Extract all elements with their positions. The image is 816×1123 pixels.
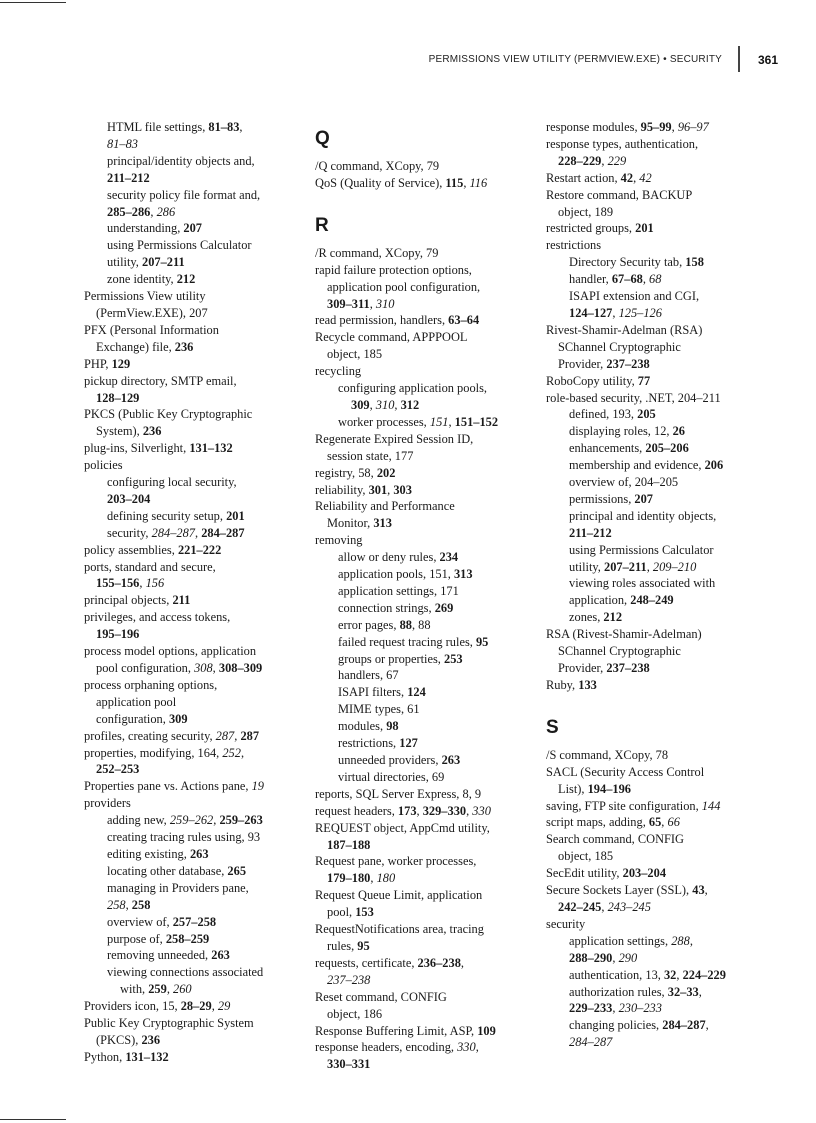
- index-entry: REQUEST object, AppCmd utility,: [315, 820, 490, 835]
- index-entry: properties, modifying, 164, 252,: [84, 745, 245, 760]
- index-subentry: 195–196: [96, 627, 140, 642]
- index-entry: Python, 131–132: [84, 1049, 169, 1064]
- index-entry: /Q command, XCopy, 79: [315, 159, 440, 173]
- index-subentry: session state, 177: [327, 448, 414, 463]
- index-entry: Permissions View utility: [84, 289, 206, 304]
- index-entry: plug-ins, Silverlight, 131–132: [84, 441, 233, 456]
- index-subentry: enhancements, 205–206: [569, 441, 689, 456]
- index-subentry: overview of, 204–205: [569, 475, 679, 490]
- page-number: 361: [758, 53, 779, 67]
- index-entry: Properties pane vs. Actions pane, 19: [84, 779, 264, 794]
- index-entry: Restore command, BACKUP: [546, 187, 693, 202]
- index-column-3: [546, 119, 772, 1051]
- index-entry: process orphaning options,: [84, 677, 218, 692]
- index-subentry: handler, 67–68, 68: [569, 272, 662, 287]
- index-entry: PKCS (Public Key Cryptographic: [84, 407, 253, 422]
- index-subentry: viewing roles associated with: [569, 576, 716, 591]
- index-entry: profiles, creating security, 287, 287: [84, 728, 260, 743]
- index-entry: PFX (Personal Information: [84, 322, 219, 337]
- index-subentry: application settings, 288,: [569, 933, 693, 948]
- index-subentry: zone identity, 212: [107, 272, 196, 287]
- index-subentry: editing existing, 263: [107, 846, 209, 861]
- index-subentry: adding new, 259–262, 259–263: [107, 813, 263, 828]
- index-subentry: application pool configuration,: [327, 279, 481, 294]
- index-subentry: virtual directories, 69: [338, 769, 445, 784]
- index-entry: response headers, encoding, 330,: [315, 1040, 479, 1055]
- section-letter: Q: [315, 128, 330, 149]
- index-subentry: defining security setup, 201: [107, 508, 245, 523]
- index-subentry: configuring application pools,: [338, 381, 488, 396]
- index-subentry: application pools, 151, 313: [338, 567, 473, 582]
- index-subentry: System), 236: [96, 424, 162, 439]
- index-subentry: 242–245, 243–245: [558, 899, 651, 914]
- index-subentry: with, 259, 260: [120, 982, 192, 997]
- index-subentry: 330–331: [327, 1057, 371, 1072]
- index-subentry: 187–188: [327, 837, 371, 852]
- index-entry: Regenerate Expired Session ID,: [315, 431, 474, 446]
- index-subentry: rules, 95: [327, 938, 370, 953]
- index-subentry: 211–212: [107, 170, 150, 185]
- index-column-2: [315, 119, 537, 1073]
- index-subentry: defined, 193, 205: [569, 407, 656, 422]
- index-subentry: 128–129: [96, 390, 140, 405]
- index-subentry: removing unneeded, 263: [107, 948, 230, 963]
- index-subentry: locating other database, 265: [107, 863, 247, 878]
- index-subentry: using Permissions Calculator: [107, 238, 252, 253]
- index-entry: Recycle command, APPPOOL: [315, 330, 468, 345]
- index-entry: Reliability and Performance: [315, 499, 455, 514]
- section-spacer: [315, 192, 537, 206]
- index-subentry: principal and identity objects,: [569, 508, 717, 523]
- index-entry: requests, certificate, 236–238,: [315, 955, 464, 970]
- index-subentry: understanding, 207: [107, 221, 202, 236]
- section-letter: R: [315, 214, 329, 236]
- index-entry: Restart action, 42, 42: [546, 170, 652, 185]
- index-entry: pickup directory, SMTP email,: [84, 373, 237, 388]
- index-subentry: 155–156, 156: [96, 576, 165, 591]
- index-entry: PHP, 129: [84, 356, 131, 371]
- index-entry: restricted groups, 201: [546, 221, 654, 236]
- index-entry: Reset command, CONFIG: [315, 989, 447, 1004]
- index-entry: removing: [315, 533, 363, 548]
- index-subentry: 124–127, 125–126: [569, 305, 662, 320]
- index-entry: script maps, adding, 65, 66: [546, 815, 680, 830]
- index-subentry: authorization rules, 32–33,: [569, 984, 702, 999]
- index-subentry: Provider, 237–238: [558, 356, 650, 371]
- index-entry: process model options, application: [84, 644, 257, 659]
- index-subentry: SChannel Cryptographic: [558, 339, 681, 354]
- index-subentry: application settings, 171: [338, 583, 459, 598]
- index-subentry: 288–290, 290: [569, 950, 638, 965]
- index-subentry: worker processes, 151, 151–152: [338, 414, 499, 429]
- index-entry: Response Buffering Limit, ASP, 109: [315, 1023, 496, 1038]
- index-entry: Ruby, 133: [546, 677, 597, 692]
- index-subentry: (PermView.EXE), 207: [96, 305, 208, 320]
- index-subentry: object, 185: [327, 347, 383, 362]
- index-subentry: handlers, 67: [338, 668, 399, 683]
- running-title: PERMISSIONS VIEW UTILITY (PERMVIEW.EXE) • SECURITY: [428, 54, 722, 65]
- index-subentry: utility, 207–211: [107, 255, 185, 270]
- index-subentry: HTML file settings, 81–83,: [107, 120, 243, 134]
- index-subentry: 309–311, 310: [327, 296, 395, 311]
- index-subentry: zones, 212: [569, 610, 623, 625]
- index-entry: security: [546, 916, 586, 931]
- index-subentry: displaying roles, 12, 26: [569, 424, 685, 439]
- index-entry: policies: [84, 458, 123, 473]
- index-entry: /S command, XCopy, 78: [546, 747, 669, 762]
- index-subentry: Exchange) file, 236: [96, 339, 194, 354]
- index-entry: RoboCopy utility, 77: [546, 373, 651, 388]
- index-subentry: connection strings, 269: [338, 600, 454, 615]
- index-subentry: overview of, 257–258: [107, 914, 217, 929]
- index-subentry: MIME types, 61: [338, 702, 420, 717]
- index-subentry: managing in Providers pane,: [107, 880, 249, 895]
- index-entry: principal objects, 211: [84, 593, 191, 608]
- index-subentry: application, 248–249: [569, 593, 674, 608]
- index-subentry: (PKCS), 236: [96, 1032, 161, 1047]
- index-subentry: Provider, 237–238: [558, 661, 650, 675]
- index-entry: request headers, 173, 329–330, 330: [315, 803, 491, 818]
- index-subentry: pool configuration, 308, 308–309: [96, 661, 263, 675]
- index-entry: reliability, 301, 303: [315, 482, 412, 497]
- index-entry: ports, standard and secure,: [84, 559, 216, 574]
- crop-mark-top-left: [0, 2, 66, 3]
- index-subentry: security, 284–287, 284–287: [107, 525, 245, 540]
- index-subentry: error pages, 88, 88: [338, 617, 431, 632]
- index-column-1: [84, 119, 306, 1066]
- index-subentry: changing policies, 284–287,: [569, 1018, 709, 1033]
- index-subentry: object, 189: [558, 204, 614, 219]
- index-subentry: ISAPI filters, 124: [338, 685, 426, 700]
- index-subentry: 252–253: [96, 762, 140, 777]
- index-entry: Request Queue Limit, application: [315, 888, 483, 903]
- index-subentry: groups or properties, 253: [338, 651, 463, 666]
- index-subentry: 237–238: [327, 972, 371, 987]
- index-entry: restrictions: [546, 238, 602, 253]
- index-subentry: ISAPI extension and CGI,: [569, 289, 700, 304]
- index-subentry: security policy file format and,: [107, 187, 261, 202]
- index-entry: SecEdit utility, 203–204: [546, 866, 667, 881]
- index-subentry: failed request tracing rules, 95: [338, 634, 489, 649]
- index-entry: registry, 58, 202: [315, 465, 396, 480]
- index-subentry: 179–180, 180: [327, 871, 396, 886]
- header-divider: [738, 46, 740, 72]
- index-subentry: utility, 207–211, 209–210: [569, 559, 697, 574]
- section-letter: S: [546, 716, 559, 738]
- index-subentry: 309, 310, 312: [351, 397, 420, 412]
- index-subentry: principal/identity objects and,: [107, 153, 255, 168]
- index-entry: response types, authentication,: [546, 136, 699, 151]
- index-entry: reports, SQL Server Express, 8, 9: [315, 786, 482, 801]
- index-entry: /R command, XCopy, 79: [315, 245, 439, 260]
- index-subentry: 211–212: [569, 525, 612, 540]
- index-entry: privileges, and access tokens,: [84, 610, 231, 625]
- index-entry: RequestNotifications area, tracing: [315, 922, 484, 937]
- index-subentry: configuring local security,: [107, 475, 237, 490]
- index-entry: Search command, CONFIG: [546, 832, 684, 847]
- index-subentry: object, 186: [327, 1006, 383, 1021]
- index-subentry: Directory Security tab, 158: [569, 255, 704, 270]
- index-entry: Rivest-Shamir-Adelman (RSA): [546, 322, 703, 337]
- index-subentry: 284–287: [569, 1035, 613, 1050]
- index-subentry: 228–229, 229: [558, 153, 627, 168]
- index-entry: Providers icon, 15, 28–29, 29: [84, 999, 231, 1014]
- index-subentry: permissions, 207: [569, 491, 653, 506]
- index-subentry: purpose of, 258–259: [107, 931, 210, 946]
- index-subentry: authentication, 13, 32, 224–229: [569, 967, 726, 982]
- running-header: [0, 52, 800, 72]
- index-subentry: restrictions, 127: [338, 736, 418, 751]
- index-subentry: using Permissions Calculator: [569, 542, 714, 557]
- index-entry: read permission, handlers, 63–64: [315, 313, 480, 328]
- index-entry: Request pane, worker processes,: [315, 854, 477, 869]
- index-entry: Public Key Cryptographic System: [84, 1016, 254, 1031]
- index-subentry: pool, 153: [327, 905, 374, 920]
- index-entry: role-based security, .NET, 204–211: [546, 390, 721, 405]
- index-entry: RSA (Rivest-Shamir-Adelman): [546, 627, 702, 642]
- index-entry: SACL (Security Access Control: [546, 764, 705, 779]
- index-subentry: 81–83: [107, 136, 138, 151]
- index-subentry: creating tracing rules using, 93: [107, 830, 261, 845]
- section-spacer: [546, 694, 772, 708]
- index-subentry: configuration, 309: [96, 711, 188, 726]
- index-subentry: allow or deny rules, 234: [338, 550, 459, 565]
- index-entry: policy assemblies, 221–222: [84, 542, 222, 557]
- index-entry: QoS (Quality of Service), 115, 116: [315, 175, 488, 190]
- index-subentry: viewing connections associated: [107, 965, 264, 980]
- index-subentry: 258, 258: [107, 897, 151, 912]
- index-subentry: modules, 98: [338, 719, 399, 734]
- index-subentry: 285–286, 286: [107, 204, 176, 219]
- index-subentry: Monitor, 313: [327, 516, 392, 531]
- index-entry: Secure Sockets Layer (SSL), 43,: [546, 883, 708, 898]
- crop-mark-bottom-left: [0, 1119, 66, 1120]
- index-entry: saving, FTP site configuration, 144: [546, 798, 721, 813]
- index-subentry: application pool: [96, 694, 177, 709]
- index-subentry: 229–233, 230–233: [569, 1001, 662, 1016]
- index-entry: response modules, 95–99, 96–97: [546, 120, 709, 134]
- index-subentry: membership and evidence, 206: [569, 458, 724, 473]
- index-subentry: 203–204: [107, 491, 151, 506]
- index-subentry: object, 185: [558, 849, 614, 864]
- index-entry: recycling: [315, 364, 362, 379]
- index-subentry: List), 194–196: [558, 781, 631, 796]
- index-subentry: SChannel Cryptographic: [558, 644, 681, 659]
- index-entry: providers: [84, 796, 131, 811]
- index-subentry: unneeded providers, 263: [338, 753, 461, 767]
- index-entry: rapid failure protection options,: [315, 262, 472, 277]
